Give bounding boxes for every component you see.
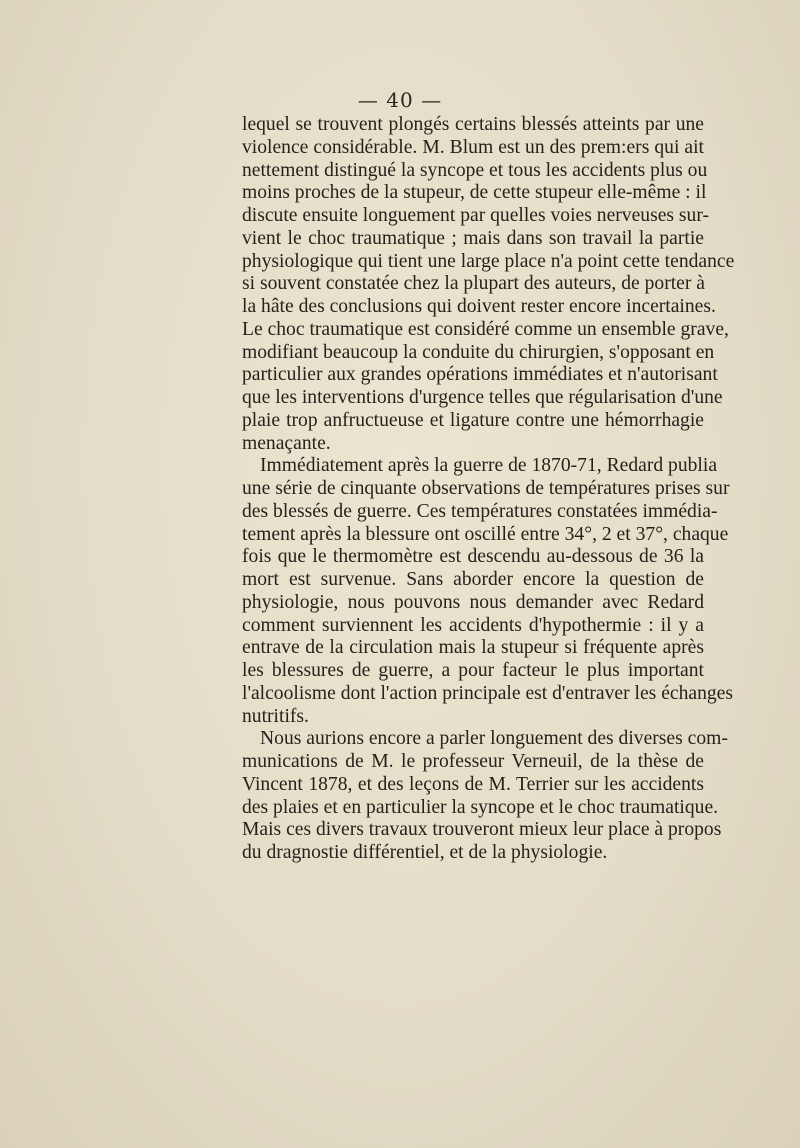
text-line: nutritifs. — [242, 705, 309, 727]
text-line: menaçante. — [242, 432, 331, 454]
text-line: moins proches de la stupeur, de cette stupeur elle-même : il — [242, 182, 707, 204]
text-line: discute ensuite longuement par quelles voies nerveuses sur- — [242, 205, 710, 226]
text-line: comment surviennent les accidents d'hypothermie : il y a — [242, 614, 704, 636]
text-line: la hâte des conclusions qui doivent rester encore incertaines. — [242, 296, 716, 317]
text-line: violence considérable. M. Blum est un des prem:ers qui ait — [242, 136, 704, 158]
text-line: que les interventions d'urgence telles que régularisation d'une — [242, 387, 723, 408]
paragraph-2 — [242, 455, 734, 728]
text-line: fois que le thermomètre est descendu au-dessous de 36 la — [242, 546, 704, 568]
text-line: tement après la blessure ont oscillé entre 34°, 2 et 37°, chaque — [242, 523, 729, 545]
text-line: une série de cinquante observations de températures prises sur — [242, 478, 730, 499]
text-line: Mais ces divers travaux trouveront mieux leur place à propos — [242, 819, 722, 841]
text-line: modifiant beaucoup la conduite du chirurgien, s'opposant en — [242, 341, 715, 363]
text-line: vient le choc traumatique ; mais dans son travail la partie — [242, 227, 704, 249]
text-line: l'alcoolisme dont l'action principale est d'entraver les échanges — [242, 682, 734, 704]
text-line: des blessés de guerre. Ces températures constatées immédia- — [242, 500, 718, 522]
text-line: des plaies et en particulier la syncope et le choc traumatique. — [242, 796, 719, 818]
text-line: du dragnostie différentiel, et de la physiologie. — [242, 842, 608, 863]
text-line: lequel se trouvent plongés certains blessés atteints par une — [242, 114, 704, 135]
text-line: les blessures de guerre, a pour facteur le plus important — [242, 660, 704, 681]
text-line: Nous aurions encore a parler longuement des diverses com- — [260, 728, 728, 750]
paragraph-3 — [242, 728, 728, 865]
text-line: nettement distingué la syncope et tous les accidents plus ou — [242, 159, 708, 181]
text-line: physiologie, nous pouvons nous demander avec Redard — [242, 591, 704, 613]
text-line: mort est survenue. Sans aborder encore la question de — [242, 569, 704, 590]
text-line: plaie trop anfructueuse et ligature contre une hémorrhagie — [242, 409, 704, 431]
text-line: Le choc traumatique est considéré comme un ensemble grave, — [242, 318, 729, 340]
text-line: physiologique qui tient une large place n'a point cette tendance — [242, 250, 735, 272]
text-line: particulier aux grandes opérations immédiates et n'autorisant — [242, 364, 718, 386]
text-line: Vincent 1878, et des leçons de M. Terrier sur les accidents — [242, 773, 704, 795]
text-line: si souvent constatée chez la plupart des auteurs, de porter à — [242, 273, 705, 295]
text-line: entrave de la circulation mais la stupeur si fréquente après — [242, 637, 704, 659]
paragraph-1 — [242, 114, 735, 455]
text-line: Immédiatement après la guerre de 1870-71, Redard publia — [260, 455, 718, 477]
body-text — [242, 114, 735, 865]
text-line: munications de M. le professeur Verneuil, de la thèse de — [242, 751, 704, 772]
page-number: — 40 — — [357, 88, 443, 112]
